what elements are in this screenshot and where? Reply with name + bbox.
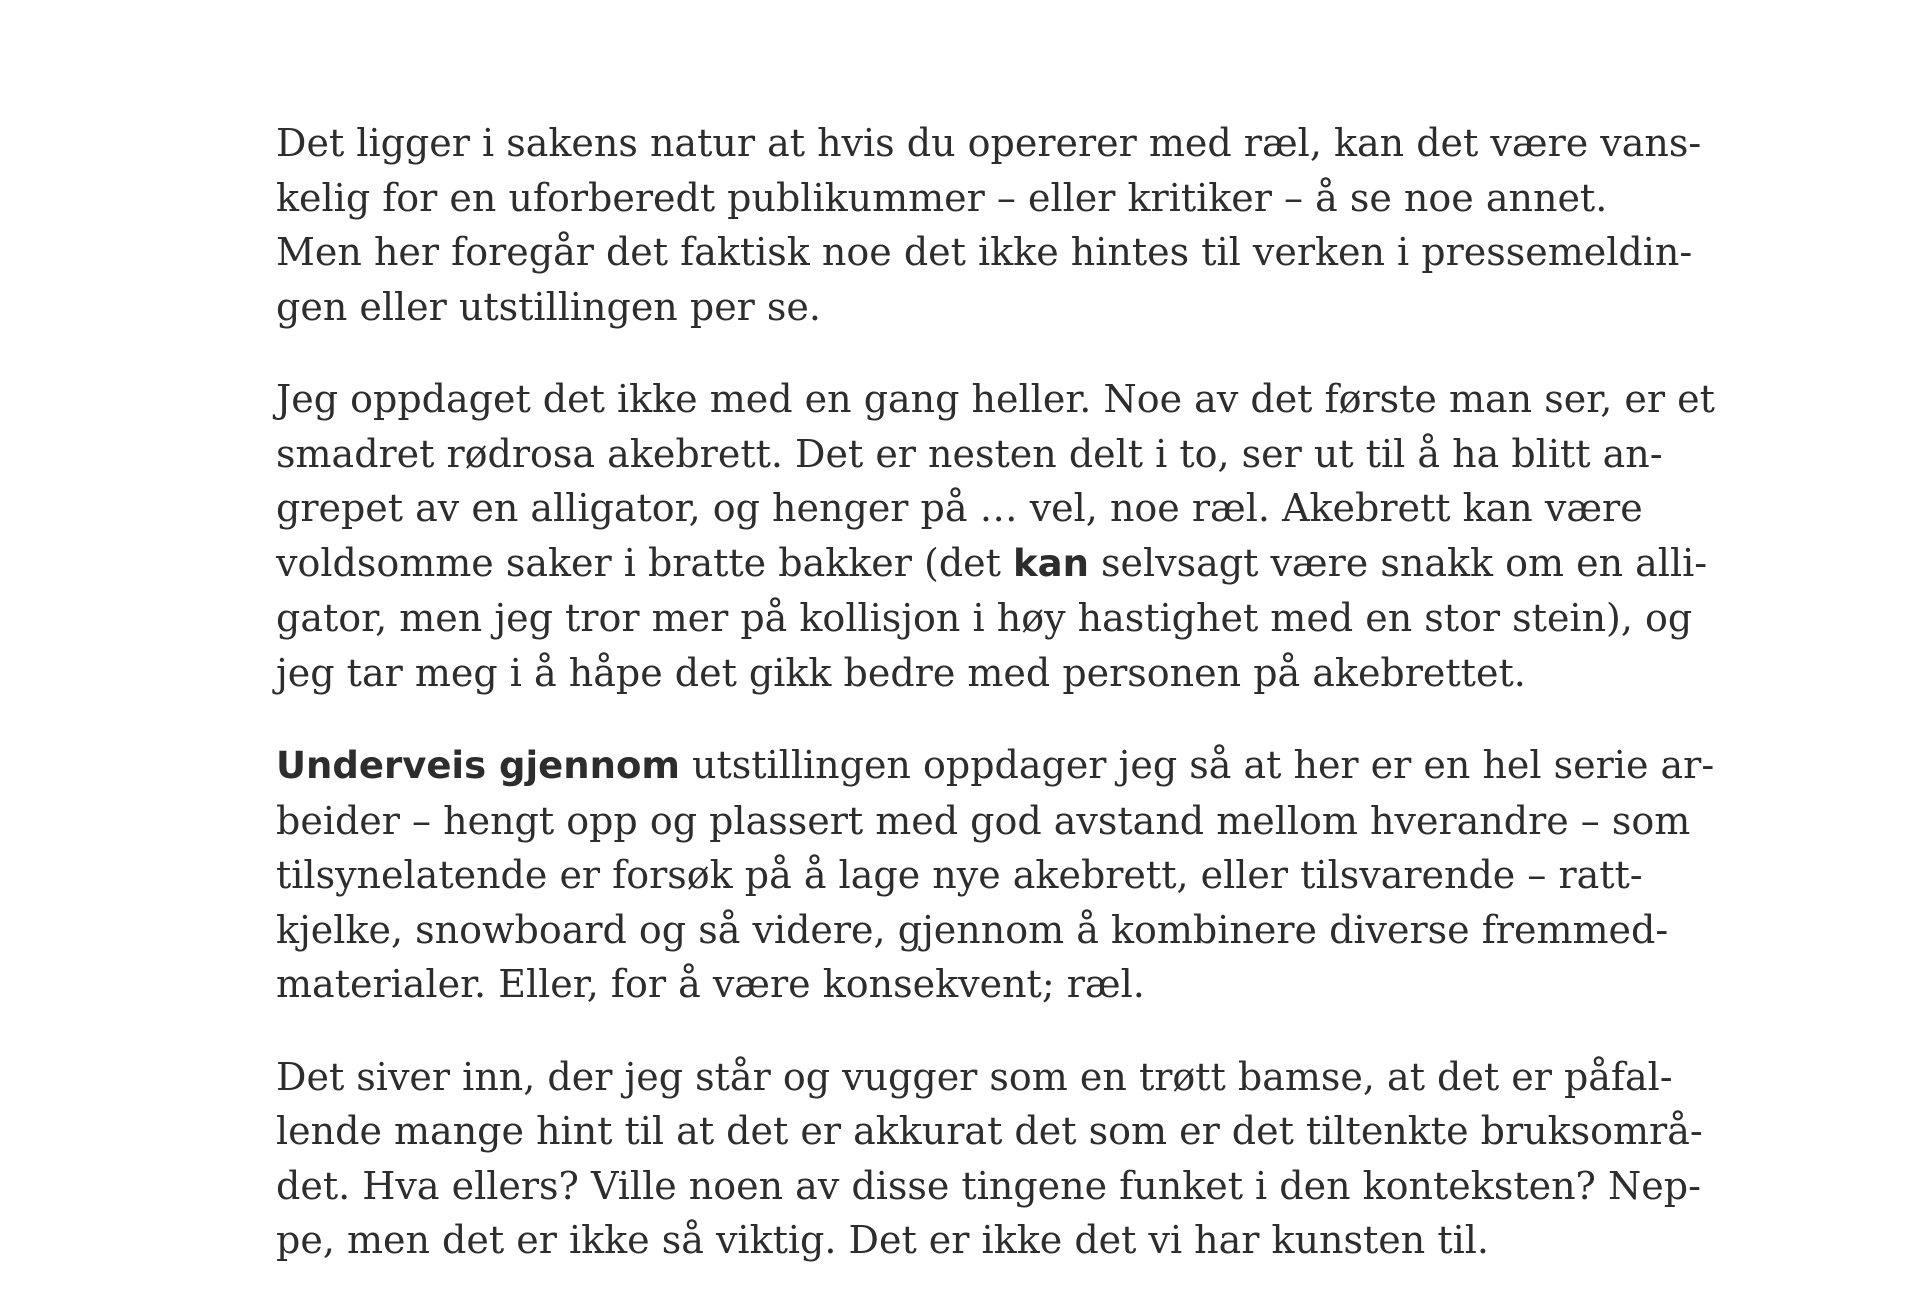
text-run: pe, men det er ikke så viktig. Det er ikke det vi har kunsten til. <box>276 1218 1489 1262</box>
text-line <box>276 1213 1756 1268</box>
text-run: smadret rødrosa akebrett. Det er nesten delt i to, ser ut til å ha blitt an- <box>276 431 1663 476</box>
text-line <box>276 646 1756 701</box>
text-run: kjelke, snowboard og så videre, gjennom å kombinere diverse fremmed- <box>276 907 1669 952</box>
paragraph <box>276 116 1756 334</box>
text-line <box>276 116 1756 171</box>
text-run: beider – hengt opp og plassert med god avstand mellom hverandre – som <box>276 798 1691 843</box>
text-run: kelig for en uforberedt publikummer – eller kritiker – å se noe annet. <box>276 175 1608 220</box>
text-line <box>276 1050 1756 1105</box>
text-line <box>276 794 1756 849</box>
paragraph <box>276 1050 1756 1268</box>
text-line <box>276 1104 1756 1159</box>
text-line <box>276 171 1756 226</box>
text-line <box>276 738 1756 794</box>
bold-text-run: kan <box>1013 541 1089 585</box>
text-line <box>276 1159 1756 1214</box>
text-line <box>276 481 1756 536</box>
text-line <box>276 427 1756 482</box>
text-line <box>276 280 1756 335</box>
text-run: tilsynelatende er forsøk på å lage nye akebrett, eller tilsvarende – ratt- <box>276 853 1643 897</box>
text-line <box>276 536 1756 592</box>
text-line <box>276 848 1756 903</box>
text-run: Men her foregår det faktisk noe det ikke hintes til verken i pressemeldin- <box>276 230 1693 274</box>
text-line <box>276 591 1756 646</box>
text-run: Jeg oppdaget det ikke med en gang heller. Noe av det første man ser, er et <box>276 377 1715 421</box>
text-run: jeg tar meg i å håpe det gikk bedre med personen på akebrettet. <box>276 650 1526 695</box>
text-run: gen eller utstillingen per se. <box>276 284 821 329</box>
text-line <box>276 372 1756 427</box>
text-run: materialer. Eller, for å være konsekvent; ræl. <box>276 962 1145 1006</box>
text-run: selvsagt være snakk om en alli- <box>1088 540 1708 585</box>
text-line <box>276 225 1756 280</box>
paragraph <box>276 738 1756 1012</box>
text-run: lende mange hint til at det er akkurat det som er det tiltenkte bruksområ- <box>276 1109 1703 1153</box>
text-run: gator, men jeg tror mer på kollisjon i høy hastighet med en stor stein), og <box>276 596 1693 640</box>
text-run: det. Hva ellers? Ville noen av disse tingene funket i den konteksten? Nep- <box>276 1163 1701 1208</box>
text-run: voldsomme saker i bratte bakker (det <box>276 540 1013 585</box>
text-run: grepet av en alligator, og henger på … vel, noe ræl. Akebrett kan være <box>276 486 1643 530</box>
text-line <box>276 957 1756 1012</box>
text-run: utstillingen oppdager jeg så at her er en hel serie ar- <box>679 743 1715 787</box>
text-run: Det ligger i sakens natur at hvis du opererer med ræl, kan det være vans- <box>276 121 1702 165</box>
paragraph <box>276 372 1756 700</box>
bold-text-run: Underveis gjennom <box>276 744 680 787</box>
article-body <box>276 116 1756 1306</box>
text-line <box>276 903 1756 958</box>
text-run: Det siver inn, der jeg står og vugger som en trøtt bamse, at det er påfal- <box>276 1054 1673 1099</box>
